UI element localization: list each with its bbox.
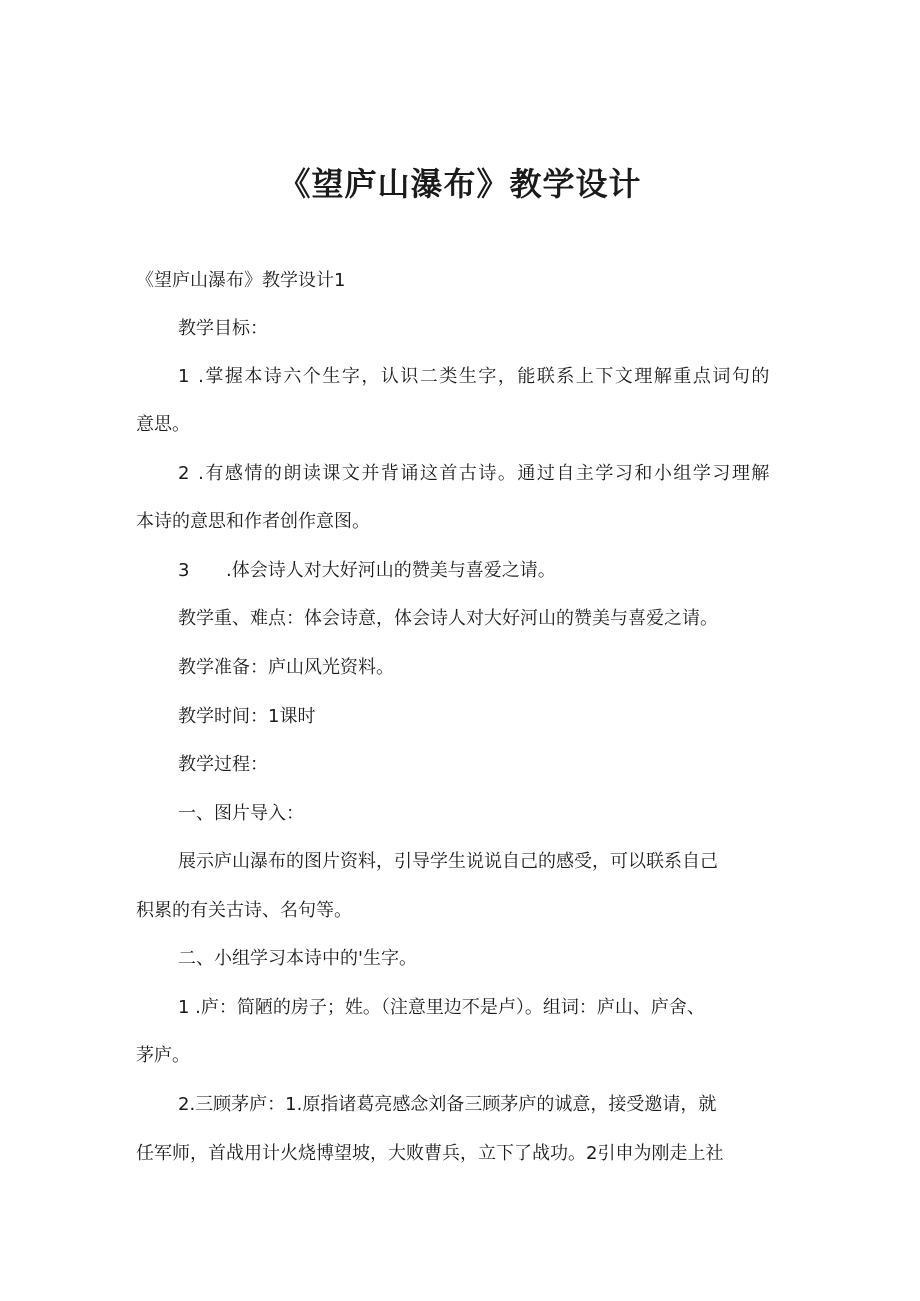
char-1-line-2: 茅庐。 — [136, 1045, 190, 1066]
process-heading: 教学过程： — [178, 754, 268, 775]
goal-1-line-2: 意思。 — [136, 414, 190, 435]
section-subtitle: 《望庐山瀑布》教学设计1 — [136, 270, 346, 291]
goal-2-line-1: 2 .有感情的朗读课文并背诵这首古诗。通过自主学习和小组学习理解 — [178, 463, 771, 484]
step-2-heading: 二、小组学习本诗中的'生字。 — [178, 948, 417, 969]
step-1-desc-line-1: 展示庐山瀑布的图片资料，引导学生说说自己的感受，可以联系自己 — [178, 851, 718, 872]
preparation: 教学准备：庐山风光资料。 — [178, 657, 394, 678]
step-1-desc-line-2: 积累的有关古诗、名句等。 — [136, 900, 352, 921]
goal-1-line-1: 1 .掌握本诗六个生字，认识二类生字，能联系上下文理解重点词句的 — [178, 366, 771, 387]
char-1-line-1: 1 .庐：简陋的房子；姓。（注意里边不是卢）。组词：庐山、庐舍、 — [178, 997, 705, 1018]
goal-2-line-2: 本诗的意思和作者创作意图。 — [136, 511, 370, 532]
key-points: 教学重、难点：体会诗意，体会诗人对大好河山的赞美与喜爱之请。 — [178, 608, 718, 629]
document-title: 《望庐山瀑布》教学设计 — [278, 165, 642, 203]
goal-3-number: 3 — [178, 560, 190, 581]
char-2-line-2: 任军师，首战用计火烧博望坡，大败曹兵，立下了战功。2引申为刚走上社 — [136, 1143, 724, 1164]
teaching-time: 教学时间：1课时 — [178, 706, 316, 727]
step-1-heading: 一、图片导入： — [178, 803, 304, 824]
goal-3-text: .体会诗人对大好河山的赞美与喜爱之请。 — [226, 560, 556, 581]
goals-heading: 教学目标： — [178, 318, 268, 339]
goal-3 — [178, 558, 556, 584]
char-2-line-1: 2.三顾茅庐：1.原指诸葛亮感念刘备三顾茅庐的诚意，接受邀请，就 — [178, 1094, 717, 1115]
